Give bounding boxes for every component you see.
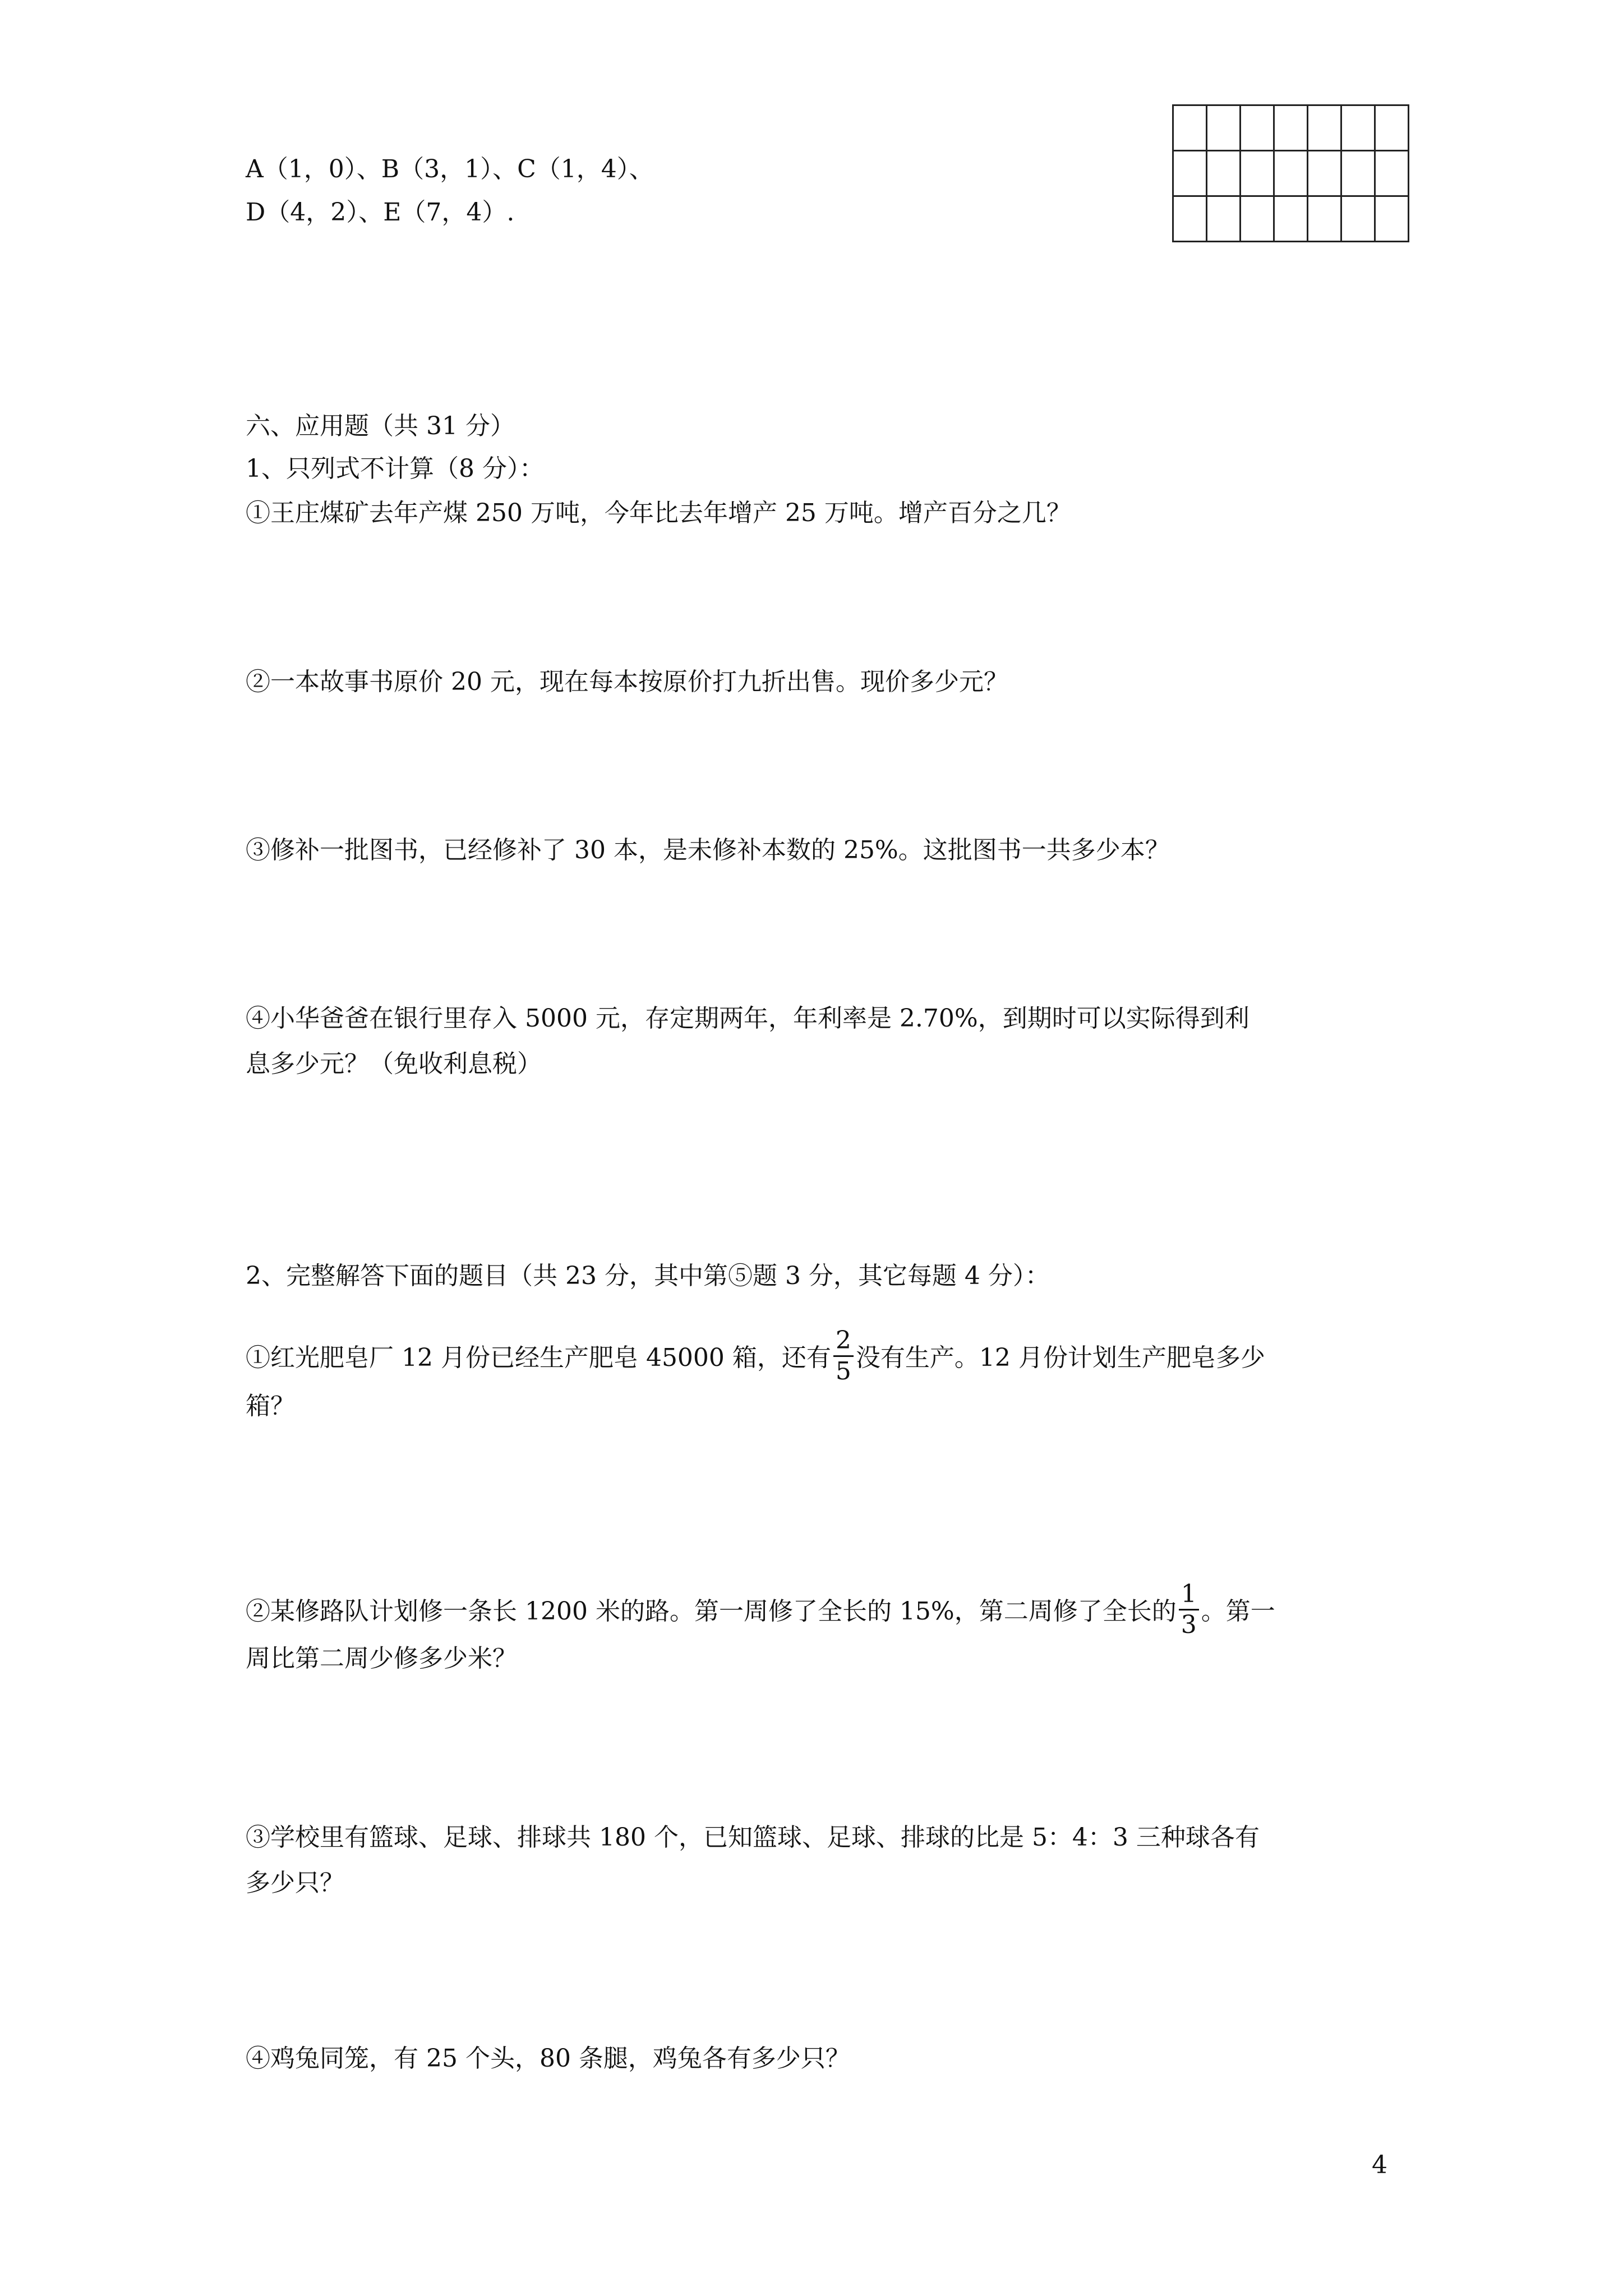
grid-cell xyxy=(1241,105,1274,151)
grid-cell xyxy=(1308,196,1341,242)
part-2-question-4: ④鸡兔同笼，有 25 个头，80 条腿，鸡兔各有多少只？ xyxy=(246,2044,850,2073)
grid-cell xyxy=(1274,196,1308,242)
grid-row xyxy=(1173,105,1409,151)
grid-cell xyxy=(1341,105,1375,151)
grid-cell xyxy=(1241,151,1274,196)
fraction-two-fifths xyxy=(833,1326,854,1386)
part-2-heading: 2、完整解答下面的题目（共 23 分，其中第⑤题 3 分，其它每题 4 分）： xyxy=(246,1262,1050,1290)
fraction-one-third xyxy=(1179,1580,1199,1640)
grid-cell xyxy=(1173,105,1207,151)
fraction-denominator: 3 xyxy=(1181,1611,1197,1639)
grid-cell xyxy=(1274,151,1308,196)
part-2-question-1-text-before: ①红光肥皂厂 12 月份已经生产肥皂 45000 箱，还有 xyxy=(246,1343,831,1372)
grid-cell xyxy=(1207,151,1241,196)
grid-cell xyxy=(1375,151,1409,196)
fraction-denominator: 5 xyxy=(835,1357,851,1386)
grid-cell xyxy=(1173,151,1207,196)
grid-cell xyxy=(1308,105,1341,151)
grid-cell xyxy=(1375,196,1409,242)
coordinate-grid xyxy=(1172,104,1409,242)
part-1-question-1: ①王庄煤矿去年产煤 250 万吨，今年比去年增产 25 万吨。增产百分之几？ xyxy=(246,499,1071,527)
grid-cell xyxy=(1375,105,1409,151)
grid-cell xyxy=(1341,196,1375,242)
part-1-question-3: ③修补一批图书，已经修补了 30 本，是未修补本数的 25%。这批图书一共多少本？ xyxy=(246,836,1170,864)
part-2-question-2-text-after: 。第一 xyxy=(1201,1597,1275,1626)
part-2-question-2-text-before: ②某修路队计划修一条长 1200 米的路。第一周修了全长的 15%，第二周修了全长的 xyxy=(246,1597,1177,1626)
grid-row xyxy=(1173,196,1409,242)
grid-cell xyxy=(1308,151,1341,196)
grid-cell xyxy=(1173,196,1207,242)
grid-row xyxy=(1173,151,1409,196)
part-1-question-4-line-2: 息多少元？（免收利息税） xyxy=(246,1050,542,1078)
grid-cell xyxy=(1207,196,1241,242)
grid-cell xyxy=(1207,105,1241,151)
section-6-title: 六、应用题（共 31 分） xyxy=(246,412,515,440)
points-line-1: A（1，0）、B（3，1）、C（1，4）、 xyxy=(246,155,654,183)
fraction-numerator: 2 xyxy=(833,1326,854,1357)
part-2-question-3-line-2: 多少只？ xyxy=(246,1869,344,1897)
fraction-numerator: 1 xyxy=(1179,1580,1199,1611)
part-1-heading: 1、只列式不计算（8 分）： xyxy=(246,454,544,483)
grid-cell xyxy=(1241,196,1274,242)
grid-cell xyxy=(1341,151,1375,196)
part-2-question-3-line-1: ③学校里有篮球、足球、排球共 180 个，已知篮球、足球、排球的比是 5：4：3 三种球各有 xyxy=(246,1823,1260,1852)
part-2-question-1-line-2: 箱？ xyxy=(246,1392,295,1420)
points-line-2: D（4，2）、E（7，4）. xyxy=(246,198,515,227)
part-2-question-1-text-after: 没有生产。12 月份计划生产肥皂多少 xyxy=(855,1343,1265,1372)
part-1-question-4-line-1: ④小华爸爸在银行里存入 5000 元，存定期两年，年利率是 2.70%，到期时可以实际得到利 xyxy=(246,1004,1249,1033)
part-2-question-2-line-1 xyxy=(246,1580,1275,1643)
part-2-question-2-line-2: 周比第二周少修多少米？ xyxy=(246,1644,517,1673)
part-1-question-2: ②一本故事书原价 20 元，现在每本按原价打九折出售。现价多少元？ xyxy=(246,668,1008,696)
part-2-question-1-line-1 xyxy=(246,1326,1265,1389)
page-number: 4 xyxy=(1372,2151,1387,2179)
grid-cell xyxy=(1274,105,1308,151)
